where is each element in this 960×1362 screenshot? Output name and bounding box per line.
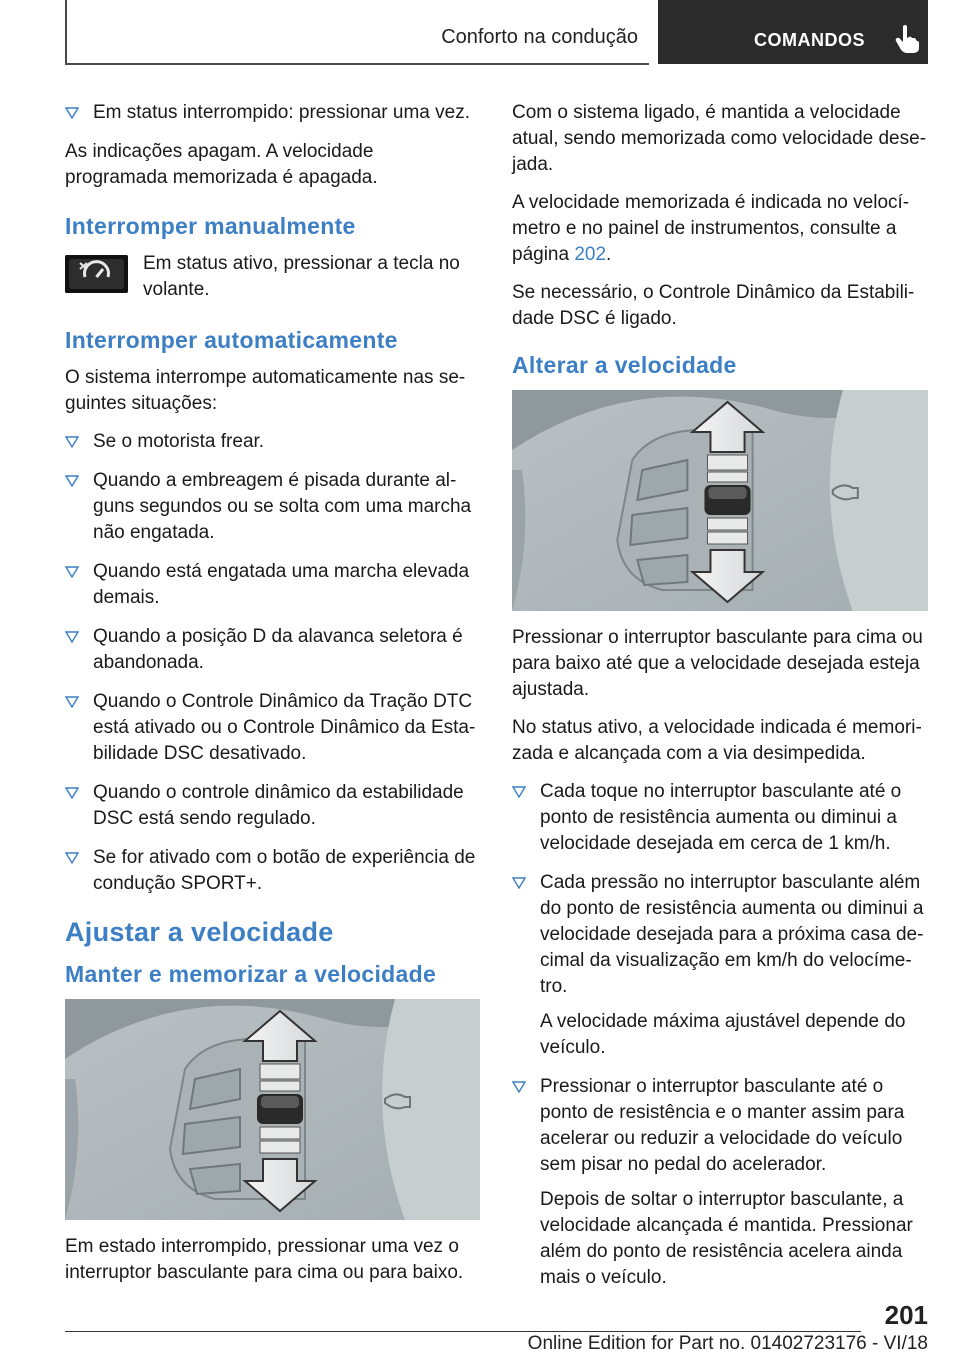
list-item [65, 429, 480, 455]
triangle-bullet-icon [512, 1081, 526, 1093]
list-item [65, 624, 480, 676]
heading-interromper-manualmente: Interromper manualmente [65, 213, 356, 239]
paragraph [512, 190, 928, 268]
list-item [65, 100, 480, 126]
list-item-text: Quando o controle dinâmico da estabilidade DSC está sendo regulado. [93, 782, 464, 829]
paragraph: Com o sistema ligado, é mantida a velocidade atual, sendo memorizada como velocidade desejada. [512, 102, 927, 175]
list-item-text: Em status interrompido: pressionar uma vez. [93, 102, 470, 123]
hand-pointer-icon [894, 24, 920, 54]
paragraph: No status ativo, a velocidade indicada é memorizada e alcançada com a via desimpedida. [512, 717, 922, 764]
list-item [512, 870, 928, 1061]
triangle-bullet-icon [512, 786, 526, 798]
list-item-continuation: A velocidade máxima ajustável depende do veículo. [540, 1011, 906, 1058]
header-left-rule [65, 0, 67, 64]
heading-alterar-velocidade: Alterar a velocidade [512, 352, 737, 378]
steering-wheel-rocker-switch-image [512, 390, 928, 611]
triangle-bullet-icon [65, 436, 79, 448]
footer-rule [65, 1331, 861, 1332]
page-link-202[interactable]: 202 [574, 244, 607, 265]
list-item [65, 780, 480, 832]
triangle-bullet-icon [65, 696, 79, 708]
image-caption: Em estado interrompido, pressionar uma vez o interruptor basculante para cima ou para baixo. [65, 1236, 464, 1283]
list-item-text: Cada toque no interruptor basculante até o ponto de resistência aumenta ou diminui a velocidade desejada em cerca de 1 km/h. [540, 781, 902, 854]
list-item-text: Pressionar o interruptor basculante até o ponto de resistência e o manter assim para acelerar ou reduzir a velocidade do veículo sem pisar no pedal do acelerador. [540, 1076, 905, 1175]
list-item-text: Se for ativado com o botão de experiência de condução SPORT+. [93, 847, 476, 894]
heading-interromper-automaticamente: Interromper automaticamente [65, 327, 398, 353]
list-item [65, 845, 480, 897]
list-item-continuation: Depois de soltar o interruptor basculante, a velocidade alcançada é mantida. Pressionar além do ponto de resistência acelera ainda mais o veículo. [540, 1189, 913, 1288]
auto-list [65, 429, 480, 897]
list-item-text: Quando o Controle Dinâmico da Tração DTC está ativado ou o Controle Dinâmico da Estabilidade DSC desativado. [93, 691, 476, 764]
footer-edition: Online Edition for Part no. 01402723176 - VI/18 [527, 1333, 928, 1354]
manual-text: Em status ativo, pressionar a tecla no volante. [143, 253, 460, 300]
triangle-bullet-icon [65, 107, 79, 119]
list-item [65, 559, 480, 611]
heading-manter-memorizar: Manter e memorizar a velocidade [65, 961, 437, 987]
triangle-bullet-icon [65, 787, 79, 799]
paragraph: O sistema interrompe automaticamente nas seguintes situações: [65, 367, 466, 414]
page-number: 201 [884, 1300, 928, 1330]
heading-ajustar-velocidade: Ajustar a velocidade [65, 917, 334, 947]
list-item [65, 468, 480, 546]
list-item-text: Quando a embreagem é pisada durante alguns segundos ou se solta com uma marcha não engatada. [93, 470, 472, 543]
triangle-bullet-icon [65, 475, 79, 487]
top-list [65, 100, 480, 126]
header-bottom-rule [65, 63, 649, 65]
change-list [512, 779, 928, 1291]
list-item [512, 1074, 928, 1291]
list-item-text: Se o motorista frear. [93, 431, 265, 452]
header-section-title: Conforto na condução [441, 26, 638, 48]
list-item-text: Quando a posição D da alavanca seletora é abandonada. [93, 626, 463, 673]
paragraph: Pressionar o interruptor basculante para cima ou para baixo até que a velocidade desejada esteja ajustada. [512, 627, 923, 700]
header-chapter-label: COMANDOS [754, 30, 865, 50]
triangle-bullet-icon [65, 566, 79, 578]
paragraph: Se necessário, o Controle Dinâmico da Estabilidade DSC é ligado. [512, 282, 915, 329]
header-chapter-tab [658, 0, 928, 64]
paragraph: As indicações apagam. A velocidade programada memorizada é apagada. [65, 141, 378, 188]
list-item-text: Cada pressão no interruptor basculante além do ponto de resistência aumenta ou diminui a velocidade desejada para a próxima casa decimal da visualização em km/h do velocímetro. [540, 872, 924, 997]
list-item [65, 689, 480, 767]
steering-wheel-rocker-switch-image [65, 999, 480, 1220]
triangle-bullet-icon [65, 631, 79, 643]
triangle-bullet-icon [65, 852, 79, 864]
paragraph-text: . [606, 244, 612, 265]
manual-icon-row [65, 251, 480, 313]
triangle-bullet-icon [512, 877, 526, 889]
list-item-text: Quando está engatada uma marcha elevada demais. [93, 561, 470, 608]
left-column [65, 100, 480, 1298]
cruise-control-button-icon [65, 255, 128, 293]
list-item [512, 779, 928, 857]
right-column [512, 100, 928, 1304]
paragraph-text: A velocidade memorizada é indicada no velocímetro e no painel de instrumentos, consulte a página [512, 192, 910, 265]
